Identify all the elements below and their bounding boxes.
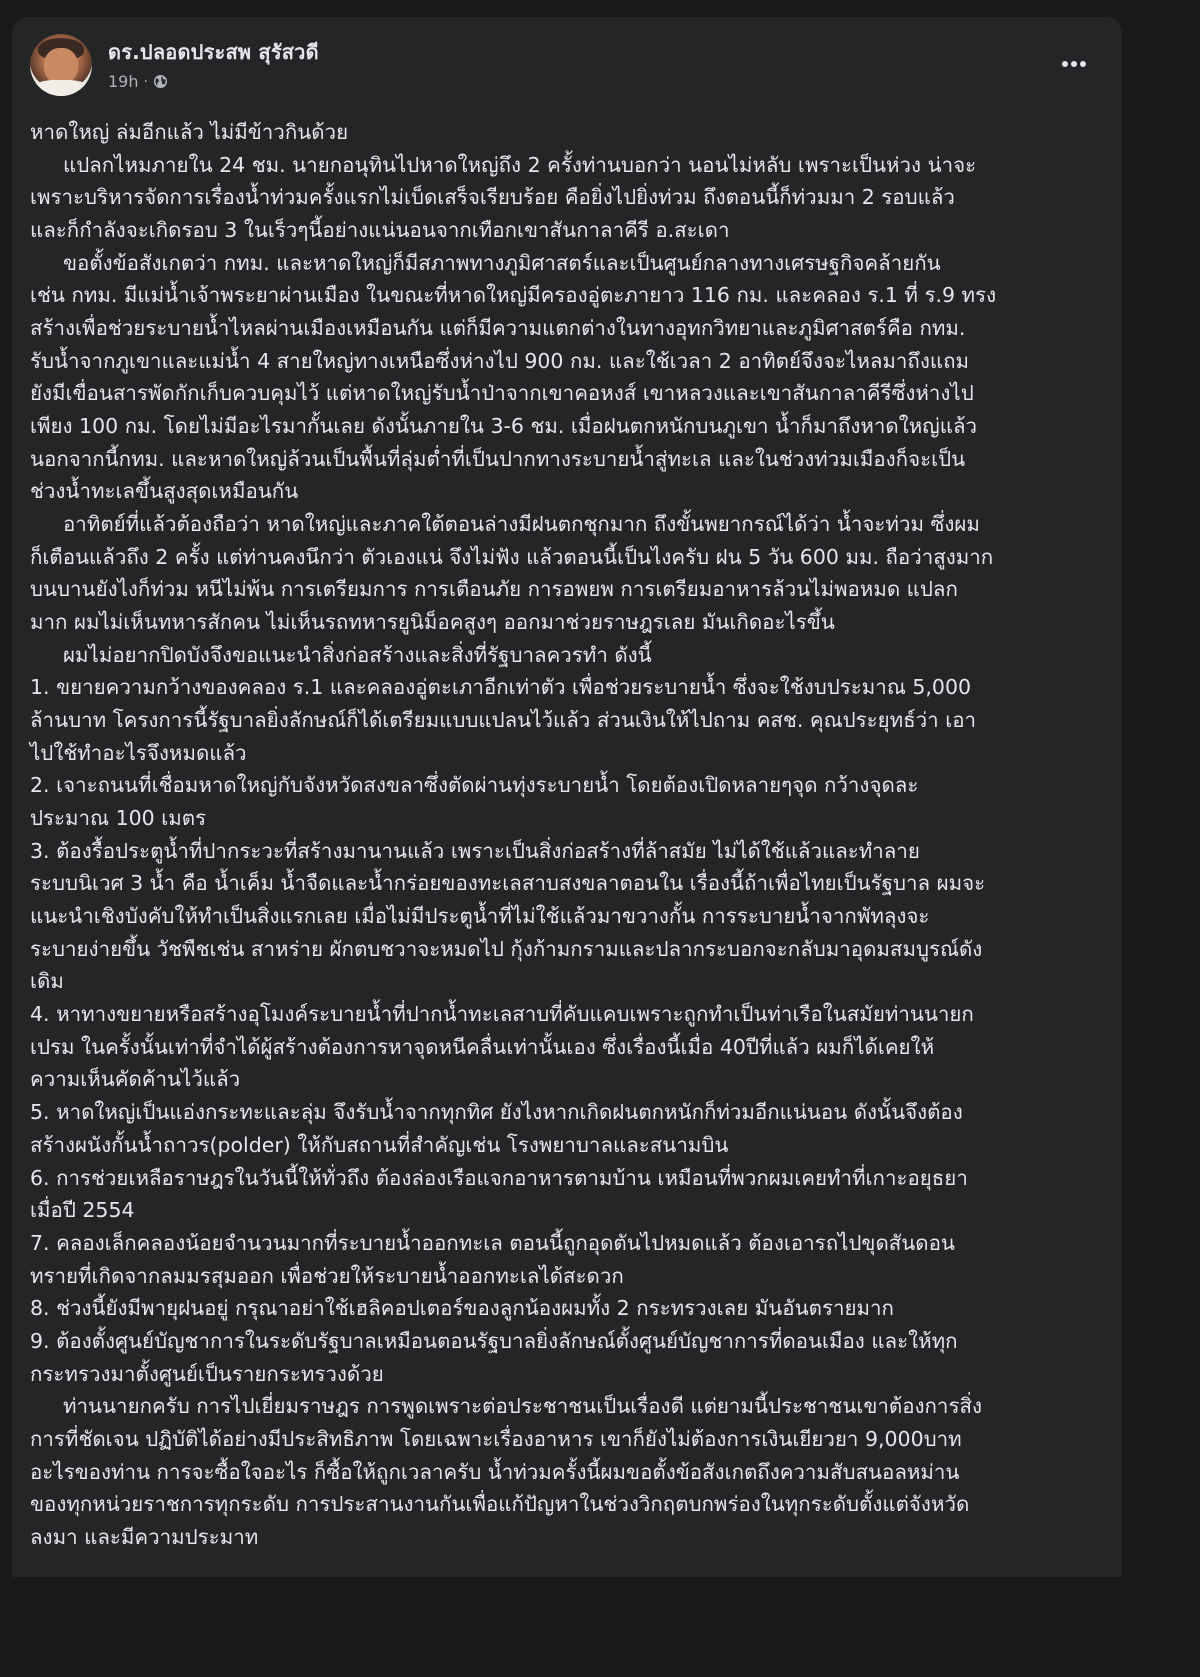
post-text-line: 8. ช่วงนี้ยังมีพายุฝนอยู่ กรุณาอย่าใช้เฮลิคอปเตอร์ของลูกน้องผมทั้ง 2 กระทรวงเลย มันอันตรายมาก [30,1296,894,1321]
post-text-line: เปรม ในครั้งนั้นเท่าที่จำได้ผู้สร้างต้องการหาจุดหนีคลื่นเท่านั้นเอง ซึ่งเรื่องนี้เมื่อ 40ปีที่แล้ว ผมก็ได้เคยให้ [30,1034,935,1059]
post-text-line: ลงมา และมีความประมาท [30,1524,259,1549]
post-text-line: อาทิตย์ที่แล้วต้องถือว่า หาดใหญ่และภาคใต้ตอนล่างมีฝนตกชุกมาก ถึงขั้นพยากรณ์ได้ว่า น้ำจะท่วม ซึ่งผม [63,512,980,537]
post-text-line: เมื่อปี 2554 [30,1198,135,1223]
post-text-line: เพราะบริหารจัดการเรื่องน้ำท่วมครั้งแรกไม่เบ็ดเสร็จเรียบร้อย คือยิ่งไปยิ่งท่วม ถึงตอนนี้ก็ท่วมมา 2 รอบแล้ว [30,185,955,210]
post-text-line: ช่วงน้ำทะเลขึ้นสูงสุดเหมือนกัน [30,479,299,504]
post-text-line: มาก ผมไม่เห็นทหารสักคน ไม่เห็นรถทหารยูนิม็อคสูงๆ ออกมาช่วยราษฎรเลย มันเกิดอะไรขึ้น [30,610,835,635]
globe-icon[interactable] [153,74,168,89]
post-text-line: ขอตั้งข้อสังเกตว่า กทม. และหาดใหญ่ก็มีสภาพทางภูมิศาสตร์และเป็นศูนย์กลางทางเศรษฐกิจคล้ายกัน [63,250,941,275]
post-text-line: ก็เตือนแล้วถึง 2 ครั้ง แต่ท่านคงนึกว่า ตัวเองแน่ จึงไม่ฟัง แล้วตอนนี้เป็นไงครับ ฝน 5 วัน 600 มม. ถือว่าสูงมาก [30,544,994,569]
post-text-line: ยังมีเขื่อนสารพัดกักเก็บควบคุมไว้ แต่หาดใหญ่รับน้ำป่าจากเขาคอหงส์ เขาหลวงและเขาสันกาลาคีรีซึ่งห่างไป [30,381,974,406]
post-text-line: ประมาณ 100 เมตร [30,806,207,831]
post-text-line: บนบานยังไงก็ท่วม หนีไม่พ้น การเตรียมการ การเตือนภัย การอพยพ การเตรียมอาหารล้วนไม่พอหมด แปลก [30,577,958,602]
post-text-line: 7. คลองเล็กคลองน้อยจำนวนมากที่ระบายน้ำออกทะเล ตอนนี้ถูกอุดตันไปหมดแล้ว ต้องเอารถไปขุดสันดอน [30,1230,955,1255]
post-text-line: ของทุกหน่วยราชการทุกระดับ การประสานงานกันเพื่อแก้ปัญหาในช่วงวิกฤตบกพร่องในทุกระดับตั้งแต่จังหวัด [30,1492,970,1517]
post-text-line: นอกจากนี้กทม. และหาดใหญ่ล้วนเป็นพื้นที่ลุ่มต่ำที่เป็นปากทางระบายน้ำสู่ทะเล และในช่วงท่วมเมืองก็จะเป็น [30,446,966,471]
post-text-line: 5. หาดใหญ่เป็นแอ่งกระทะและลุ่ม จึงรับน้ำจากทุกทิศ ยังไงหากเกิดฝนตกหนักก็ท่วมอีกแน่นอน ดังนั้นจึงต้อง [30,1100,963,1125]
post-text-line: และก็กำลังจะเกิดรอบ 3 ในเร็วๆนี้อย่างแน่นอนจากเทือกเขาสันกาลาคีรี อ.สะเดา [30,218,730,243]
post-text-line: ล้านบาท โครงการนี้รัฐบาลยิ่งลักษณ์ก็ได้เตรียมแบบแปลนไว้แล้ว ส่วนเงินให้ไปถาม คสช. คุณประยุทธ์ว่า เอา [30,708,977,733]
ellipsis-dot-icon [1062,61,1068,67]
post-meta [108,72,168,91]
post-text-line: การที่ชัดเจน ปฏิบัติได้อย่างมีประสิทธิภาพ โดยเฉพาะเรื่องอาหาร เขาก็ยังไม่ต้องการเงินเยียวยา 9,000บาท [30,1426,962,1451]
ellipsis-dot-icon [1071,61,1077,67]
post-body-text [30,116,1115,1554]
post-text-line: รับน้ำจากภูเขาและแม่น้ำ 4 สายใหญ่ทางเหนือซึ่งห่างไป 900 กม. และใช้เวลา 2 อาทิตย์จึงจะไหลมาถึงแถม [30,348,969,373]
post-text-line: ท่านนายกครับ การไปเยี่ยมราษฎร การพูดเพราะต่อประชาชนเป็นเรื่องดี แต่ยามนี้ประชาชนเขาต้องการสิ่ง [63,1394,982,1419]
post-text-line: แนะนำเชิงบังคับให้ทำเป็นสิ่งแรกเลย เมื่อไม่มีประตูน้ำที่ไม่ใช้แล้วมาขวางกั้น การระบายน้ำจากพัทลุงจะ [30,904,930,929]
author-avatar[interactable] [30,34,92,96]
more-options-button[interactable] [1054,50,1094,78]
post-text-line: สร้างผนังกั้นน้ำถาวร(polder) ให้กับสถานที่สำคัญเช่น โรงพยาบาลและสนามบิน [30,1132,729,1157]
meta-separator: · [143,73,148,90]
ellipsis-dot-icon [1080,61,1086,67]
post-text-line: ระบายง่ายขึ้น วัชพืชเช่น สาหร่าย ผักตบชวาจะหมดไป กุ้งก้ามกรามและปลากระบอกจะกลับมาอุดมสมบูรณ์ดัง [30,936,983,961]
post-text-line: เช่น กทม. มีแม่น้ำเจ้าพระยาผ่านเมือง ในขณะที่หาดใหญ่มีครองอู่ตะภายาว 116 กม. และคลอง ร.1 ที่ ร.9 ทรง [30,283,997,308]
post-text-line: 9. ต้องตั้งศูนย์บัญชาการในระดับรัฐบาลเหมือนตอนรัฐบาลยิ่งลักษณ์ตั้งศูนย์บัญชาการที่ดอนเมือง และให้ทุก [30,1328,958,1353]
post-timestamp[interactable]: 19h [108,72,139,91]
post-text-line: 6. การช่วยเหลือราษฎรในวันนี้ให้ทั่วถึง ต้องล่องเรือแจกอาหารตามบ้าน เหมือนที่พวกผมเคยทำที่เกาะอยุธยา [30,1165,968,1190]
post-text-line: ความเห็นคัดค้านไว้แล้ว [30,1067,241,1092]
avatar-shirt [32,80,90,96]
post-text-line: ทรายที่เกิดจากลมมรสุมออก เพื่อช่วยให้ระบายน้ำออกทะเลได้สะดวก [30,1263,624,1288]
post-text-line: ระบบนิเวศ 3 น้ำ คือ น้ำเค็ม น้ำจืดและน้ำกร่อยของทะเลสาบสงขลาตอนใน เรื่องนี้ถ้าเพื่อไทยเป็นรัฐบาล ผมจะ [30,871,986,896]
post-text-line: 3. ต้องรื้อประตูน้ำที่ปากระวะที่สร้างมานานแล้ว เพราะเป็นสิ่งก่อสร้างที่ล้าสมัย ไม่ได้ใช้แล้วและทำลาย [30,838,920,863]
post-text-line: อะไรของท่าน การจะซื้อใจอะไร ก็ซื้อให้ถูกเวลาครับ น้ำท่วมครั้งนี้ผมขอตั้งข้อสังเกตถึงความสับสนอลหม่าน [30,1459,960,1484]
avatar-face [44,48,78,84]
post-text-line: 4. หาทางขยายหรือสร้างอุโมงค์ระบายน้ำที่ปากน้ำทะเลสาบที่คับแคบเพราะถูกทำเป็นท่าเรือในสมัยท่านนายก [30,1002,974,1027]
post-text-line: 2. เจาะถนนที่เชื่อมหาดใหญ่กับจังหวัดสงขลาซึ่งตัดผ่านทุ่งระบายน้ำ โดยต้องเปิดหลายๆจุด กว้างจุดละ [30,773,919,798]
post-text-line: สร้างเพื่อช่วยระบายน้ำไหลผ่านเมืองเหมือนกัน แต่ก็มีความแตกต่างในทางอุทกวิทยาและภูมิศาสตร์คือ กทม. [30,316,966,341]
post-text-line: กระทรวงมาตั้งศูนย์เป็นรายกระทรวงด้วย [30,1361,384,1386]
post-text-line: 1. ขยายความกว้างของคลอง ร.1 และคลองอู่ตะเภาอีกเท่าตัว เพื่อช่วยระบายน้ำ ซึ่งจะใช้งบประมาณ 5,000 [30,675,972,700]
post-text-line: หาดใหญ่ ล่มอีกแล้ว ไม่มีข้าวกินด้วย [30,120,349,144]
author-name-link[interactable]: ดร.ปลอดประสพ สุรัสวดี [108,40,319,64]
post-text-line: แปลกไหมภายใน 24 ชม. นายกอนุทินไปหาดใหญ่ถึง 2 ครั้งท่านบอกว่า นอนไม่หลับ เพราะเป็นห่วง น่าจะ [63,152,977,177]
post-text-line: ไปใช้ทำอะไรจึงหมดแล้ว [30,740,247,765]
post-text-line: เพียง 100 กม. โดยไม่มีอะไรมากั้นเลย ดังนั้นภายใน 3-6 ชม. เมื่อฝนตกหนักบนภูเขา น้ำก็มาถึงหาดใหญ่แล้ว [30,414,978,439]
post-text-line: ผมไม่อยากปิดบังจึงขอแนะนำสิ่งก่อสร้างและสิ่งที่รัฐบาลควรทำ ดังนี้ [63,642,652,667]
post-text-line: เดิม [30,969,64,994]
